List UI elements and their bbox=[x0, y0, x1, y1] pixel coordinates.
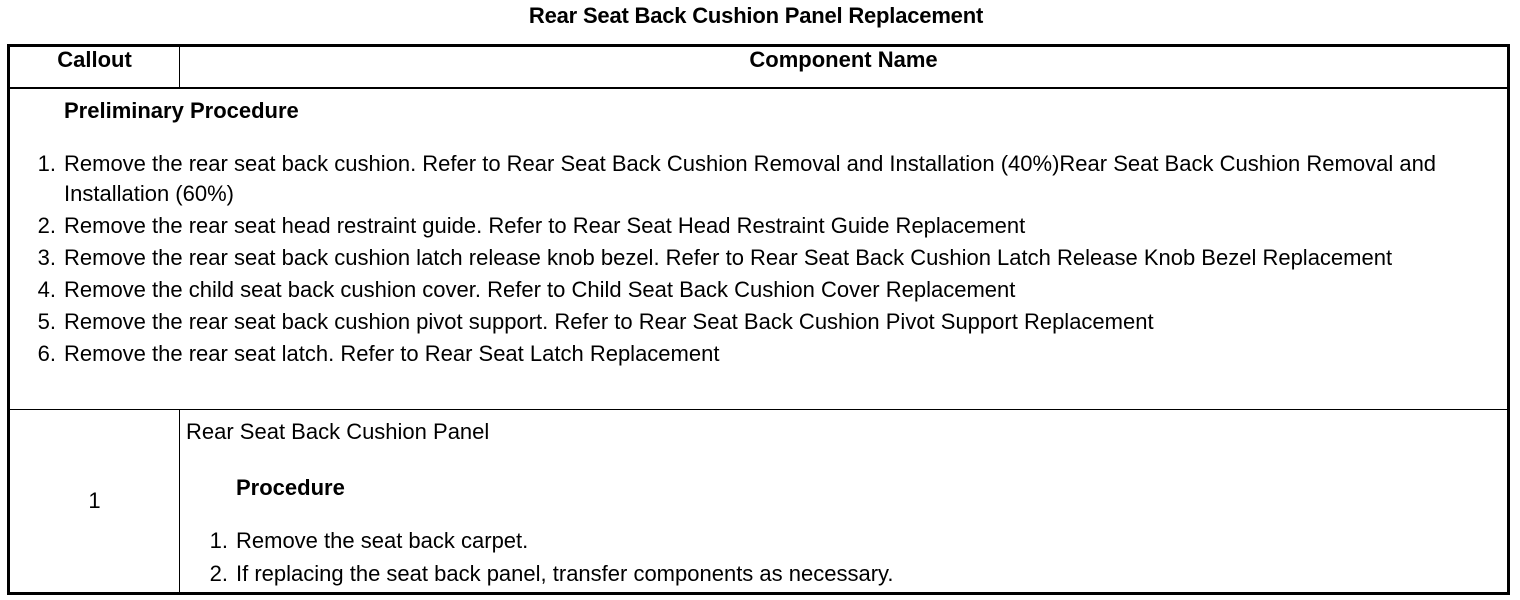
preliminary-row bbox=[9, 88, 1509, 410]
component-cell bbox=[180, 410, 1509, 594]
step-number: 3. bbox=[37, 245, 56, 270]
component-name-header: Component Name bbox=[180, 46, 1509, 89]
step-text: Remove the seat back carpet. bbox=[236, 528, 529, 553]
step-number: 2. bbox=[37, 213, 56, 238]
component-name: Rear Seat Back Cushion Panel bbox=[186, 419, 490, 444]
step-number: 2. bbox=[209, 561, 228, 586]
preliminary-step bbox=[10, 307, 1470, 337]
step-number: 4. bbox=[37, 277, 56, 302]
procedure-step bbox=[186, 526, 1507, 556]
preliminary-step bbox=[10, 211, 1470, 241]
step-text: Remove the rear seat head restraint guide. Refer to Rear Seat Head Restraint Guide Replacement bbox=[64, 213, 1026, 238]
step-text: Remove the rear seat latch. Refer to Rear Seat Latch Replacement bbox=[64, 341, 720, 366]
component-table bbox=[7, 44, 1510, 595]
preliminary-step bbox=[10, 243, 1470, 273]
step-number: 1. bbox=[209, 528, 228, 553]
page-title: Rear Seat Back Cushion Panel Replacement bbox=[528, 3, 984, 28]
step-text: Remove the rear seat back cushion pivot support. Refer to Rear Seat Back Cushion Pivot Support Replacement bbox=[64, 309, 1154, 334]
preliminary-steps bbox=[10, 149, 1470, 369]
step-number: 6. bbox=[37, 341, 56, 366]
callout-header: Callout bbox=[9, 46, 180, 89]
preliminary-step bbox=[10, 275, 1470, 305]
preliminary-step bbox=[10, 339, 1470, 369]
step-number: 5. bbox=[37, 309, 56, 334]
preliminary-cell bbox=[9, 88, 1509, 410]
table-row bbox=[9, 410, 1509, 594]
table-header-row bbox=[9, 46, 1509, 89]
step-number: 1. bbox=[37, 151, 56, 176]
procedure-step bbox=[186, 559, 1507, 589]
preliminary-step bbox=[10, 149, 1470, 209]
procedure-steps bbox=[186, 526, 1507, 589]
step-text: Remove the child seat back cushion cover. Refer to Child Seat Back Cushion Cover Replacement bbox=[64, 277, 1016, 302]
step-text: Remove the rear seat back cushion. Refer to Rear Seat Back Cushion Removal and Installation (40%)Rear Seat Back Cushion Removal and Installation (60%) bbox=[64, 151, 1437, 206]
step-text: Remove the rear seat back cushion latch release knob bezel. Refer to Rear Seat Back Cushion Latch Release Knob Bezel Replacement bbox=[64, 245, 1393, 270]
step-text: If replacing the seat back panel, transfer components as necessary. bbox=[236, 561, 894, 586]
procedure-heading: Procedure bbox=[236, 475, 345, 500]
preliminary-heading: Preliminary Procedure bbox=[64, 98, 299, 123]
callout-number: 1 bbox=[9, 410, 180, 594]
